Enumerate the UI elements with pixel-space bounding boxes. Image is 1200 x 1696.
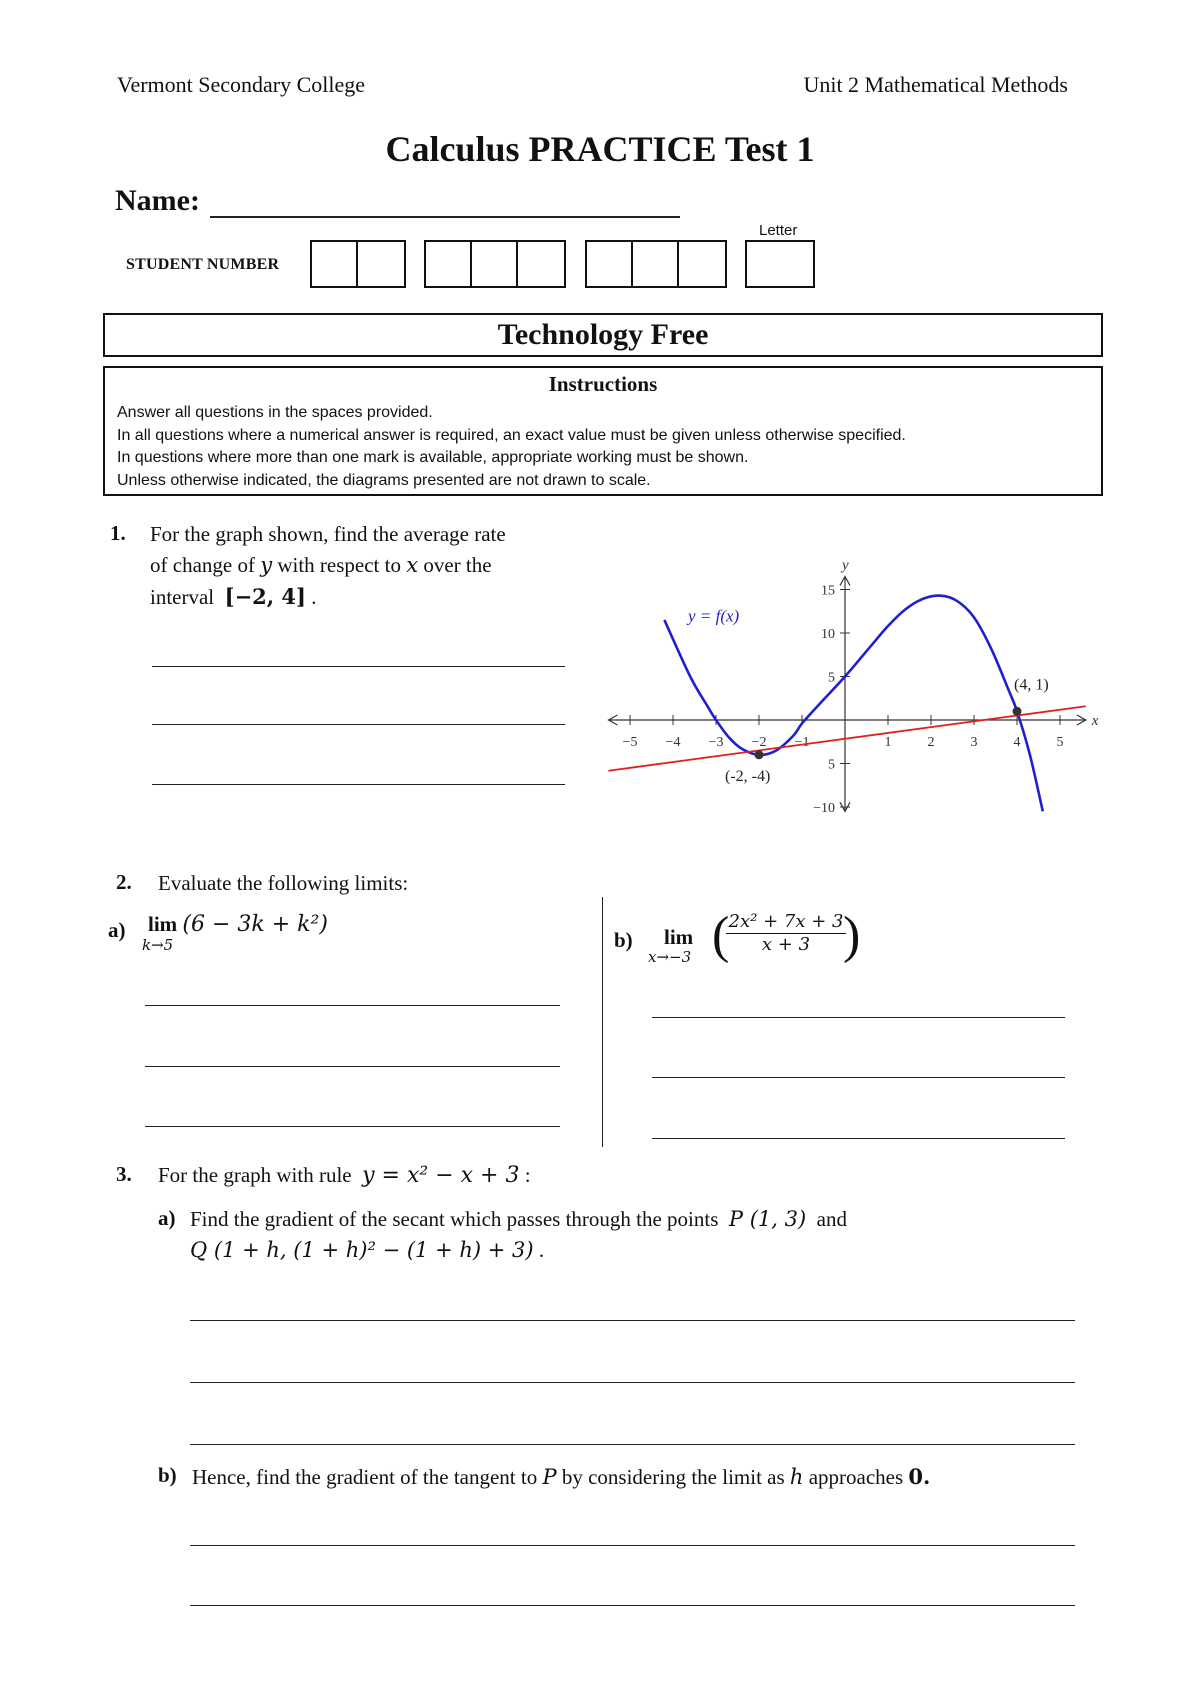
- q1-number: 1.: [110, 521, 126, 545]
- q2b-paren-right: ): [843, 907, 861, 964]
- letter-label: Letter: [759, 222, 798, 239]
- student-number-group-2[interactable]: [424, 240, 566, 288]
- section-banner: Technology Free: [103, 313, 1103, 357]
- x-tick-label: −3: [708, 735, 724, 750]
- point-label: (-2, -4): [725, 767, 771, 785]
- q2a-label: a): [108, 918, 126, 942]
- answer-line[interactable]: [652, 1077, 1065, 1078]
- q2a-lim: lim: [148, 912, 178, 936]
- y-tick-label: 5: [828, 670, 835, 686]
- point-marker: [1013, 707, 1022, 716]
- q1-graph: [595, 520, 1115, 860]
- instructions-title: Instructions: [548, 372, 658, 396]
- q3-text-line: [158, 1160, 531, 1191]
- point-marker: [755, 750, 764, 759]
- q2b-label: b): [614, 928, 633, 952]
- unit-name: Unit 2 Mathematical Methods: [803, 72, 1068, 97]
- curve-f: [664, 596, 1042, 812]
- q2a-expression: [148, 912, 328, 937]
- x-tick-label: 2: [927, 735, 935, 750]
- q3-text: For the graph with rule: [158, 1163, 352, 1187]
- school-name: Vermont Secondary College: [117, 72, 366, 97]
- q1-text-c: with respect to: [277, 553, 401, 577]
- answer-line[interactable]: [152, 666, 565, 667]
- q1-text-d: over the: [423, 553, 492, 577]
- answer-line[interactable]: [190, 1382, 1075, 1383]
- answer-line[interactable]: [145, 1126, 560, 1127]
- q2-text: Evaluate the following limits:: [158, 871, 409, 895]
- q3-colon: :: [524, 1163, 531, 1187]
- x-tick-label: −4: [665, 735, 681, 750]
- q3b-label: b): [158, 1463, 177, 1487]
- digit-box[interactable]: [587, 242, 633, 286]
- q2-number: 2.: [116, 870, 132, 894]
- q3b-text-3: approaches: [808, 1465, 904, 1489]
- name-label: Name:: [115, 184, 200, 217]
- digit-box[interactable]: [679, 242, 725, 286]
- curve-label: [686, 607, 739, 626]
- q3b-text-2: by considering the limit as: [561, 1465, 785, 1489]
- q3b-text-1: Hence, find the gradient of the tangent to: [192, 1465, 538, 1489]
- q3b-p: P: [542, 1465, 557, 1489]
- q3a-end: .: [538, 1238, 545, 1262]
- y-tick-label: 5: [828, 757, 835, 773]
- q3a-point-q: Q (1 + h, (1 + h)² − (1 + h) + 3): [190, 1238, 534, 1262]
- q1-text-f: .: [311, 585, 317, 609]
- student-number-group-3[interactable]: [585, 240, 727, 288]
- answer-line[interactable]: [652, 1138, 1065, 1139]
- q2b-numerator: 2x² + 7x + 3: [726, 911, 846, 934]
- curve-label-fn: f: [715, 606, 721, 626]
- student-number-group-1[interactable]: [310, 240, 406, 288]
- q2b-fraction: [726, 911, 846, 955]
- q1-text-b: of change of: [150, 553, 255, 577]
- q2a-sub: k→5: [142, 936, 174, 954]
- letter-box[interactable]: [747, 242, 813, 286]
- q3b-text: [192, 1461, 930, 1493]
- instruction-line: Unless otherwise indicated, the diagrams presented are not drawn to scale.: [117, 471, 651, 489]
- answer-line[interactable]: [190, 1605, 1075, 1606]
- x-tick-label: −5: [622, 735, 638, 750]
- name-field[interactable]: [210, 216, 680, 218]
- answer-line[interactable]: [190, 1545, 1075, 1546]
- q3-rule: y = x² − x + 3: [362, 1163, 520, 1188]
- q3-number: 3.: [116, 1162, 132, 1186]
- answer-line[interactable]: [190, 1444, 1075, 1445]
- q1-var-y: y: [260, 553, 273, 577]
- student-number-label: STUDENT NUMBER: [126, 256, 280, 273]
- digit-box[interactable]: [518, 242, 564, 286]
- instructions-box: [103, 366, 1103, 496]
- answer-line[interactable]: [652, 1017, 1065, 1018]
- q3a-label: a): [158, 1206, 176, 1230]
- instruction-line: Answer all questions in the spaces provided.: [117, 404, 433, 421]
- y-tick-label: −10: [813, 801, 835, 816]
- curve-label-prefix: y =: [688, 606, 716, 626]
- q2b-sub: x→−3: [648, 948, 692, 966]
- q1-text-e: interval: [150, 585, 215, 609]
- q3a-text-main: Find the gradient of the secant which passes through the points: [190, 1207, 719, 1231]
- q2b-lim: lim: [664, 925, 694, 949]
- q1-text-a: For the graph shown, find the average rate: [150, 522, 506, 546]
- x-tick-label: 4: [1013, 735, 1021, 750]
- x-tick-label: 5: [1056, 735, 1064, 750]
- x-tick-label: −2: [751, 735, 767, 750]
- digit-box[interactable]: [312, 242, 358, 286]
- column-divider: [602, 897, 603, 1147]
- instruction-line: In all questions where a numerical answer is required, an exact value must be given unless otherwise specified.: [117, 426, 906, 444]
- q3a-point-p: P (1, 3): [728, 1207, 807, 1231]
- digit-box[interactable]: [358, 242, 404, 286]
- answer-line[interactable]: [145, 1066, 560, 1067]
- answer-line[interactable]: [152, 724, 565, 725]
- x-tick-label: 1: [884, 735, 892, 750]
- answer-line[interactable]: [190, 1320, 1075, 1321]
- digit-box[interactable]: [472, 242, 518, 286]
- x-tick-label: −1: [794, 735, 810, 750]
- q1-interval: [−2, 4]: [224, 584, 306, 609]
- y-axis-label: y: [842, 557, 849, 574]
- q3b-zero: 0.: [908, 1464, 931, 1489]
- digit-box[interactable]: [633, 242, 679, 286]
- q2b-paren-left: (: [712, 907, 730, 964]
- q1-var-x: x: [406, 553, 419, 577]
- instruction-line: In questions where more than one mark is available, appropriate working must be shown.: [117, 449, 749, 466]
- q2b-denominator: x + 3: [761, 934, 811, 955]
- page-title: Calculus PRACTICE Test 1: [385, 129, 815, 169]
- point-label: (4, 1): [1014, 676, 1049, 694]
- y-tick-label: 15: [821, 583, 835, 599]
- x-axis-label: x: [1091, 713, 1099, 729]
- q2a-expr: (6 − 3k + k²): [182, 912, 328, 937]
- answer-line[interactable]: [145, 1005, 560, 1006]
- q3a-text: [190, 1204, 1070, 1266]
- q3b-h: h: [789, 1465, 804, 1489]
- student-number-letter-box[interactable]: [745, 240, 815, 288]
- digit-box[interactable]: [426, 242, 472, 286]
- answer-line[interactable]: [152, 784, 565, 785]
- y-tick-label: 10: [821, 627, 835, 642]
- curve-label-arg: (x): [720, 606, 740, 626]
- q3a-and: and: [816, 1207, 847, 1231]
- x-tick-label: 3: [970, 735, 978, 750]
- q1-text: [150, 519, 570, 613]
